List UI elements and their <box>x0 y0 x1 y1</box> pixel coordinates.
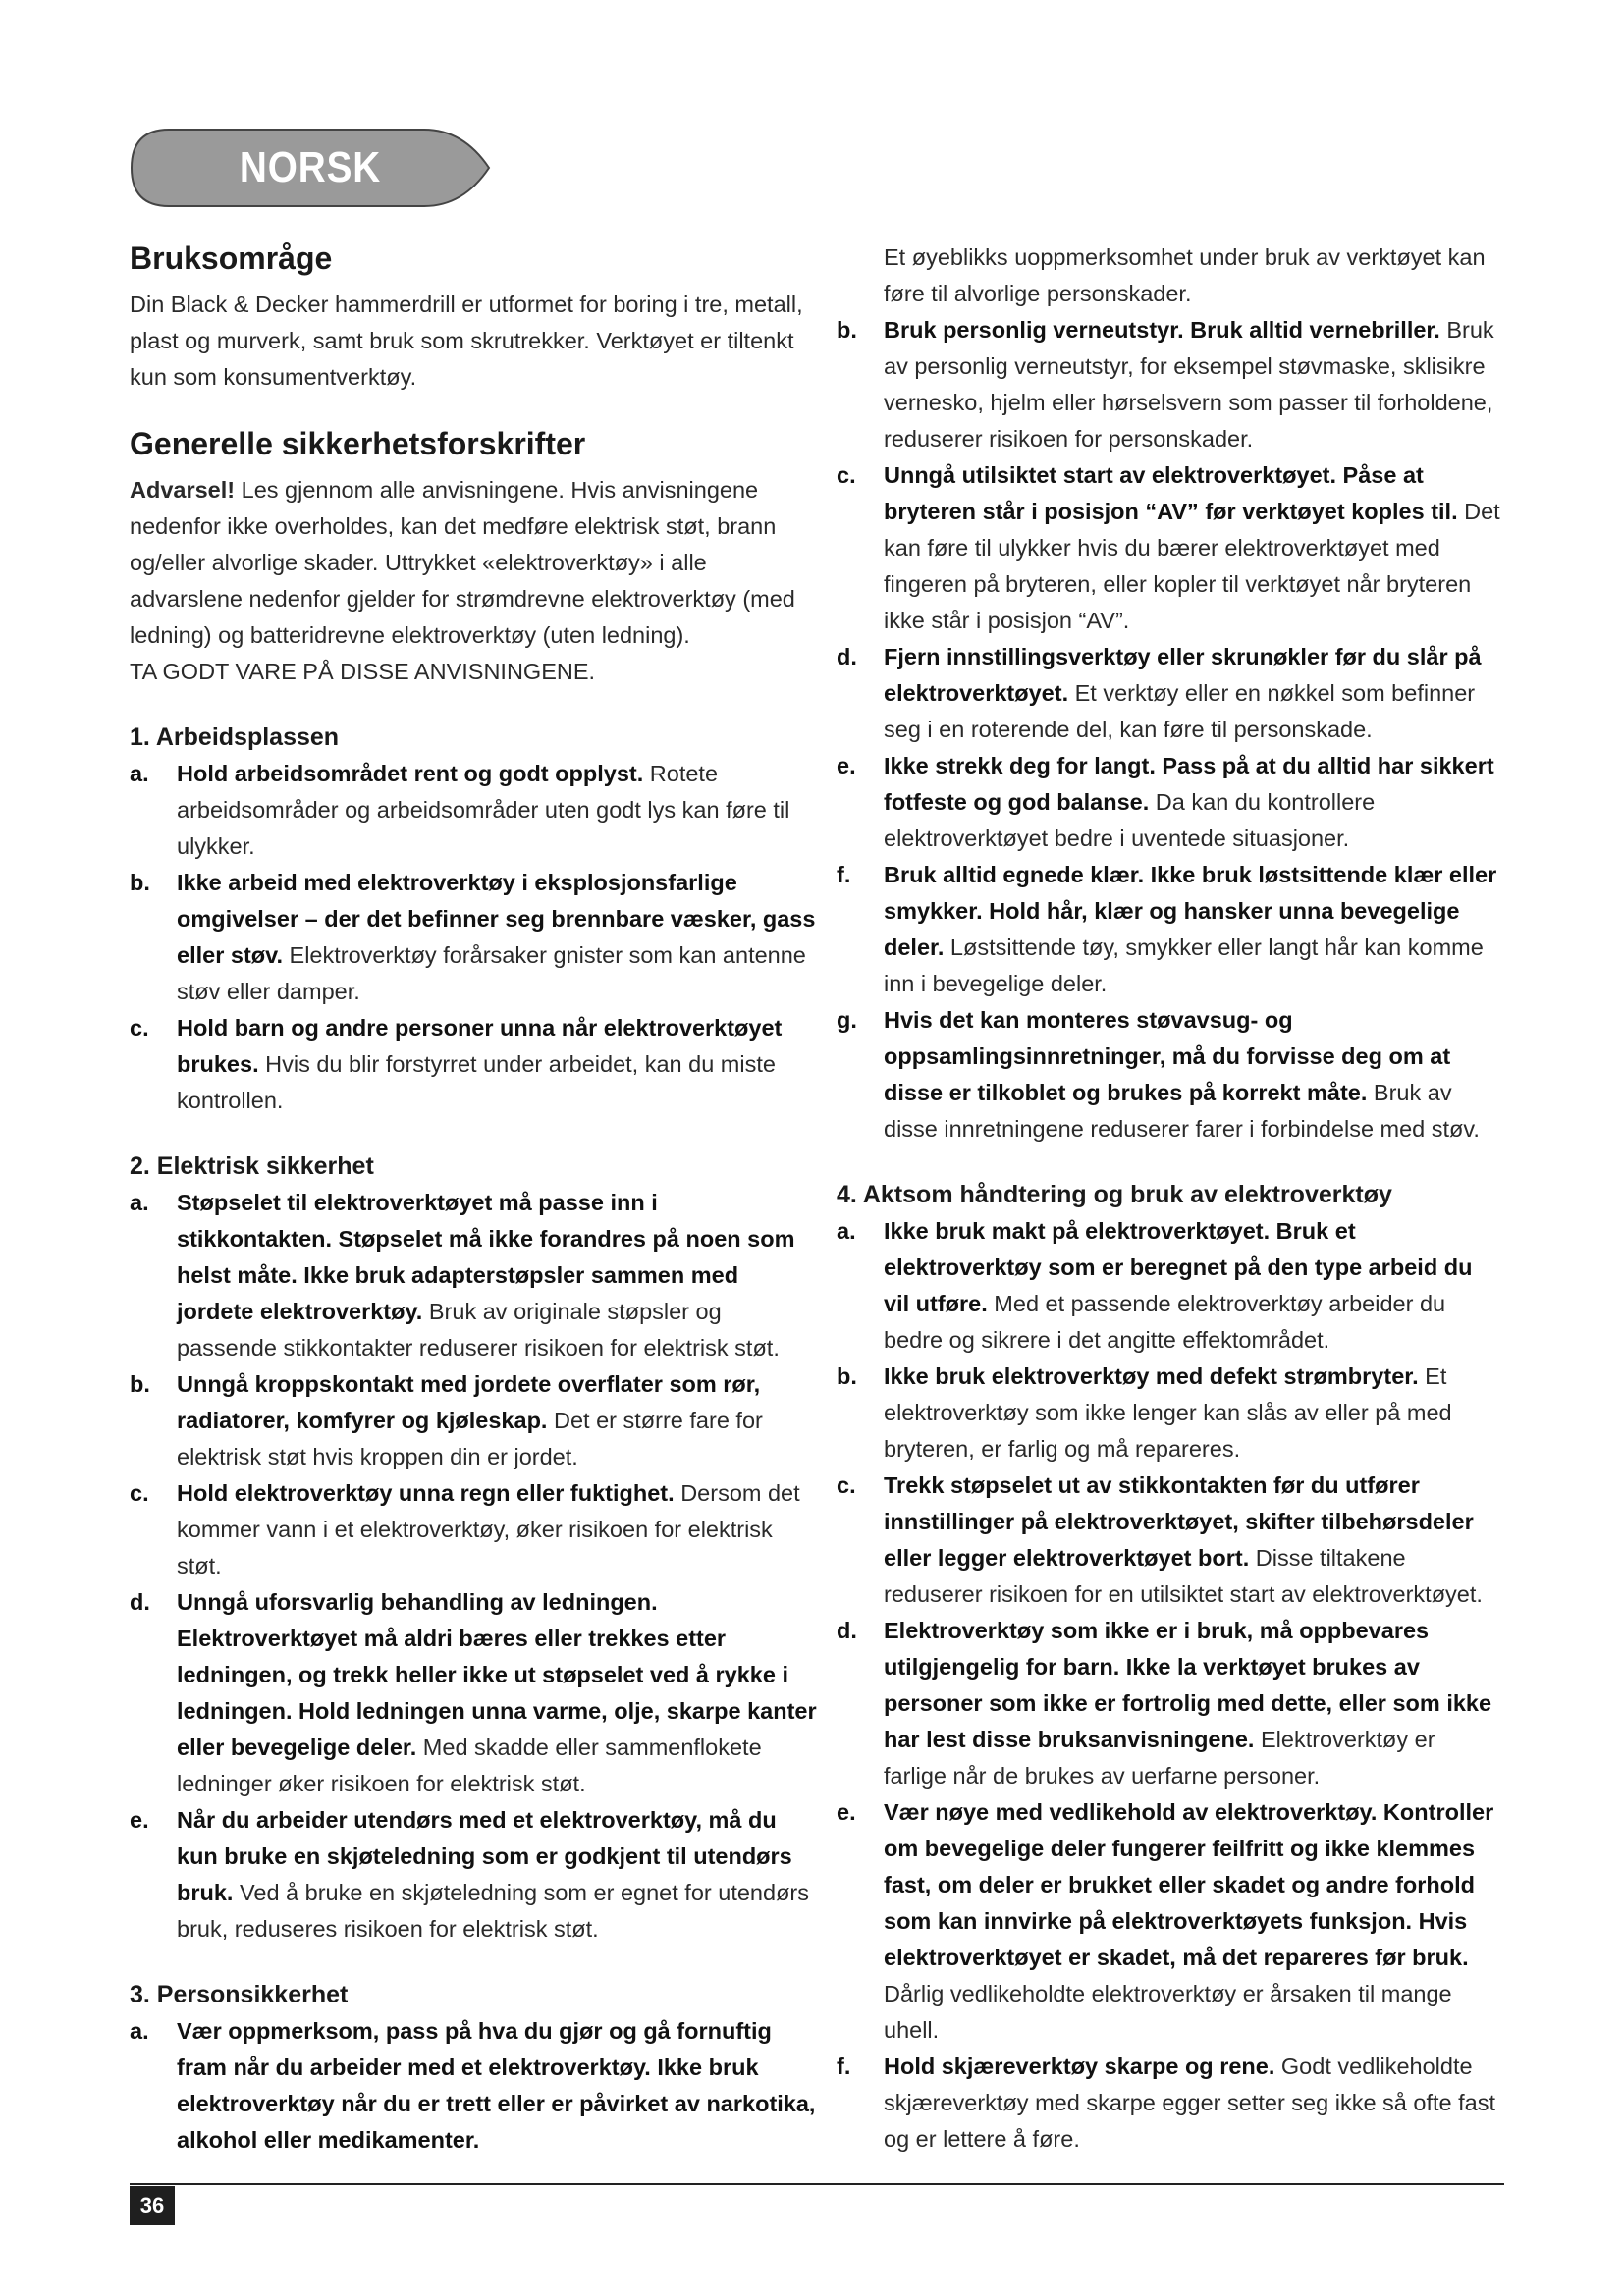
section-3-list <box>130 2013 817 2159</box>
section-2-list <box>130 1185 817 1948</box>
list-item: g. Hvis det kan monteres støvavsug- og oppsamlingsinnretninger, må du forvisse deg om at disse er tilkoblet og brukes på korrekt måte. Bruk av disse innretningene reduserer farer i forbindelse med støv. <box>837 1007 1480 1142</box>
list-item: a. Vær oppmerksom, pass på hva du gjør og gå fornuftig fram når du arbeider med et elektroverktøy. Ikke bruk elektroverktøy når du er trett eller er påvirket av narkotika, alkohol eller medikamenter. <box>130 2018 816 2153</box>
list-item: f. Bruk alltid egnede klær. Ikke bruk løstsittende klær eller smykker. Hold hår, klær og hansker unna bevegelige deler. Løstsittende tøy, smykker eller langt hår kan komme inn i bevegelige deler. <box>837 862 1497 996</box>
list-item: b. Ikke arbeid med elektroverktøy i eksplosjonsfarlige omgivelser – der det befinner seg brennbare væsker, gass eller støv. Elektroverktøy forårsaker gnister som kan antenne støv eller damper. <box>130 870 816 1004</box>
keep-instructions: TA GODT VARE PÅ DISSE ANVISNINGENE. <box>130 659 596 684</box>
list-item: d. Fjern innstillingsverktøy eller skrunøkler før du slår på elektroverktøyet. Et verktøy eller en nøkkel som befinner seg i en roterende del, kan føre til personskade. <box>837 644 1482 742</box>
section-1-title: 1. Arbeidsplassen <box>130 723 340 751</box>
list-item: c. Unngå utilsiktet start av elektroverktøyet. Påse at bryteren står i posisjon “AV” før verktøyet koples til. Det kan føre til ulykker hvis du bærer elektroverktøyet med fingeren på bryteren, eller kopler til verktøyet når bryteren ikke står i posisjon “AV”. <box>837 462 1500 633</box>
list-item: a. Hold arbeidsområdet rent og godt opplyst. Rotete arbeidsområder og arbeidsområder uten godt lys kan føre til ulykker. <box>130 761 790 859</box>
list-item: b. Unngå kroppskontakt med jordete overflater som rør, radiatorer, komfyrer og kjøleskap. Det er større fare for elektrisk støt hvis kroppen din er jordet. <box>130 1371 763 1469</box>
language-tab <box>130 128 491 208</box>
language-label: NORSK <box>239 143 382 191</box>
list-item: a. Støpselet til elektroverktøyet må passe inn i stikkontakten. Støpselet må ikke forandres på noen som helst måte. Ikke bruk adapterstøpsler sammen med jordete elektroverktøy. Bruk av originale støpsler og passende stikkontakter reduserer risikoen for elektrisk støt. <box>130 1190 795 1361</box>
list-item: d. Unngå uforsvarlig behandling av ledningen. Elektroverktøyet må aldri bæres eller trekkes etter ledningen, og trekk heller ikke ut støpselet ved å rykke i ledningen. Hold ledningen unna varme, olje, skarpe kanter eller bevegelige deler. Med skadde eller sammenflokete ledninger øker risikoen for elektrisk støt. <box>130 1589 817 1796</box>
list-item: c. Hold elektroverktøy unna regn eller fuktighet. Dersom det kommer vann i et elektroverktøy, øker risikoen for elektrisk støt. <box>130 1480 800 1578</box>
page-number: 36 <box>130 2186 175 2225</box>
right-column <box>837 240 1504 2158</box>
list-item: b. Ikke bruk elektroverktøy med defekt strømbryter. Et elektroverktøy som ikke lenger kan slås av eller på med bryteren, er farlig og må repareres. <box>837 1363 1452 1462</box>
section-3-title: 3. Personsikkerhet <box>130 1981 349 2008</box>
section-3-continuation: Et øyeblikks uoppmerksomhet under bruk av verktøyet kan føre til alvorlige personskader. <box>884 244 1486 306</box>
list-item: a. Ikke bruk makt på elektroverktøyet. Bruk et elektroverktøy som er beregnet på den type arbeid du vil utføre. Med et passende elektroverktøy arbeider du bedre og sikrere i det angitte effektområdet. <box>837 1218 1473 1353</box>
list-item: e. Ikke strekk deg for langt. Pass på at du alltid har sikkert fotfeste og god balanse. Da kan du kontrollere elektroverktøyet bedre i uventede situasjoner. <box>837 753 1494 851</box>
list-item: e. Når du arbeider utendørs med et elektroverktøy, må du kun bruke en skjøteledning som er godkjent til utendørs bruk. Ved å bruke en skjøteledning som er egnet for utendørs bruk, reduseres risikoen for elektrisk støt. <box>130 1807 809 1942</box>
list-item: d. Elektroverktøy som ikke er i bruk, må oppbevares utilgjengelig for barn. Ikke la verktøyet brukes av personer som ikke er fortrolig med dette, eller som ikke har lest disse bruksanvisningene. Elektroverktøy er farlige når de brukes av uerfarne personer. <box>837 1618 1492 1789</box>
list-item: c. Trekk støpselet ut av stikkontakten før du utfører innstillinger på elektroverktøyet, skifter tilbehørsdeler eller legger elektroverktøyet bort. Disse tiltakene reduserer risikoen for en utilsiktet start av elektroverktøyet. <box>837 1472 1483 1607</box>
section-4-title: 4. Aktsom håndtering og bruk av elektroverktøy <box>837 1181 1392 1208</box>
general-safety-heading: Generelle sikkerhetsforskrifter <box>130 426 586 461</box>
usage-heading: Bruksområge <box>130 240 333 276</box>
list-item: c. Hold barn og andre personer unna når elektroverktøyet brukes. Hvis du blir forstyrret under arbeidet, kan du miste kontrollen. <box>130 1015 783 1113</box>
section-2-title: 2. Elektrisk sikkerhet <box>130 1152 374 1180</box>
list-item: f. Hold skjæreverktøy skarpe og rene. Godt vedlikeholdte skjæreverktøy med skarpe egger setter seg ikke så ofte fast og er lettere å føre. <box>837 2054 1496 2152</box>
footer-rule <box>130 2183 1504 2185</box>
section-1-list <box>130 756 817 1119</box>
section-4-list <box>837 1213 1504 2158</box>
list-item: b. Bruk personlig verneutstyr. Bruk alltid vernebriller. Bruk av personlig verneutstyr, for eksempel støvmaske, sklisikre vernesko, hjelm eller hørselsvern som passer til forholdene, reduserer risikoen for personskader. <box>837 317 1494 452</box>
section-3-list-cont <box>837 312 1504 1148</box>
usage-text: Din Black & Decker hammerdrill er utformet for boring i tre, metall, plast og murverk, samt bruk som skrutrekker. Verktøyet er tiltenkt kun som konsumentverktøy. <box>130 292 803 390</box>
left-column <box>130 240 817 2159</box>
warning-text: Les gjennom alle anvisningene. Hvis anvisningene nedenfor ikke overholdes, kan det medføre elektrisk støt, brann og/eller alvorlige skader. Uttrykket «elektroverktøy» i alle advarslene nedenfor gjelder for strømdrevne elektroverktøy (med ledning) og batteridrevne elektroverktøy (uten ledning). <box>130 477 795 648</box>
warning-label: Advarsel! <box>130 477 236 503</box>
list-item: e. Vær nøye med vedlikehold av elektroverktøy. Kontroller om bevegelige deler fungerer feilfritt og ikke klemmes fast, om deler er brukket eller skadet og andre forhold som kan innvirke på elektroverktøyets funksjon. Hvis elektroverktøyet er skadet, må det repareres før bruk. Dårlig vedlikeholdte elektroverktøy er årsaken til mange uhell. <box>837 1799 1494 2043</box>
warning-paragraph <box>130 472 817 654</box>
